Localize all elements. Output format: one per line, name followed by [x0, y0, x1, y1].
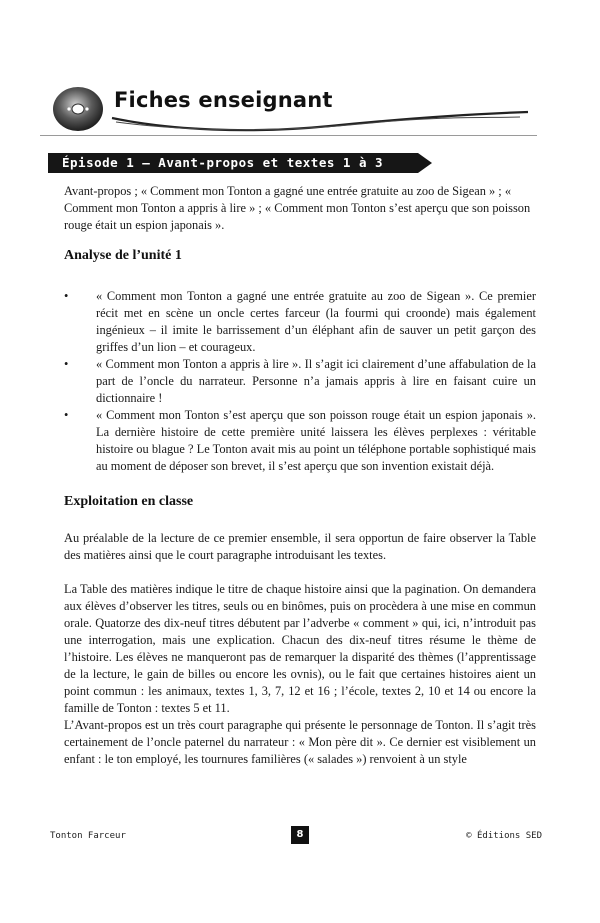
- list-item-text: « Comment mon Tonton a appris à lire ». Il s’agit ici clairement d’une affabulation de la part de l’oncle du narrateur. Personne n’a jamais appris à lire en faisant cuire un dictionnaire !: [96, 357, 536, 405]
- cd-disc-icon: [52, 86, 104, 132]
- analyse-list: [64, 288, 536, 475]
- episode-banner: [48, 153, 432, 173]
- list-item-text: « Comment mon Tonton s’est aperçu que son poisson rouge était un espion japonais ». La dernière histoire de cette première unité laissera les élèves perplexes : véritable histoire ou blague ? Le Tonton avait mis au point un téléphone portable sophistiqué mais au moment de déposer son brevet, il s’est aperçu que son invention existait déjà.: [96, 408, 536, 473]
- exploitation-paragraph: Au préalable de la lecture de ce premier ensemble, il sera opportun de faire observer la Table des matières ainsi que le court paragraphe introduisant les textes.: [64, 531, 536, 562]
- bullet-icon: •: [64, 357, 69, 371]
- page-header-title: Fiches enseignant: [114, 88, 333, 112]
- episode-title: Épisode 1 — Avant-propos et textes 1 à 3: [62, 155, 384, 170]
- exploitation-paragraph: L’Avant-propos est un très court paragraphe qui présente le personnage de Tonton. Il s’agit très certainement de l’oncle paternel du narrateur : « Mon père dit ». Ce dernier est visiblement un enfant : le ton employé, les tournures familières (« salades ») renvoient à un style: [64, 718, 536, 766]
- list-item-text: « Comment mon Tonton a gagné une entrée gratuite au zoo de Sigean ». Ce premier récit met en scène un oncle certes farceur (la fourmi qui croonde) mais également ingénieux – il imite le barrissement d’un éléphant afin de sauver un petit garçon des griffes d’un lion – et courageux.: [96, 289, 536, 354]
- list-item: [64, 288, 536, 356]
- footer-publisher: © Éditions SED: [466, 831, 542, 841]
- analyse-heading: Analyse de l’unité 1: [64, 248, 182, 263]
- exploitation-heading: Exploitation en classe: [64, 494, 194, 509]
- intro-paragraph: Avant-propos ; « Comment mon Tonton a gagné une entrée gratuite au zoo de Sigean » ; « Comment mon Tonton a appris à lire » ; « Comment mon Tonton s’est aperçu que son poisson rouge était un espion japonais ».: [64, 184, 531, 232]
- header-swoosh: [110, 108, 530, 136]
- footer-book-title: Tonton Farceur: [50, 831, 126, 841]
- header-rule: [40, 135, 537, 136]
- bullet-icon: •: [64, 408, 69, 422]
- exploitation-paragraph: La Table des matières indique le titre de chaque histoire ainsi que la pagination. On demandera aux élèves d’observer les titres, seuls ou en binômes, puis on procèdera à une mise en commun orale. Quatorze des dix-neuf titres débutent par l’adverbe « comment » qui, ici, n’introduit pas une interrogation, mais une explication. Chacun des dix-neuf titres résume le thème de l’histoire. Les élèves ne manqueront pas de remarquer la disparité des thèmes (l’apprentissage de la lecture, le gain de billes ou encore les ovnis), ou le fait que certaines histoires aient un point commun : les animaux, textes 1, 3, 7, 12 et 16 ; l’école, textes 2, 10 et 14 ou encore la famille de Tonton : textes 5 et 11.: [64, 582, 536, 715]
- list-item: [64, 407, 536, 475]
- page-number: 8: [291, 826, 309, 844]
- bullet-icon: •: [64, 289, 69, 303]
- list-item: [64, 356, 536, 407]
